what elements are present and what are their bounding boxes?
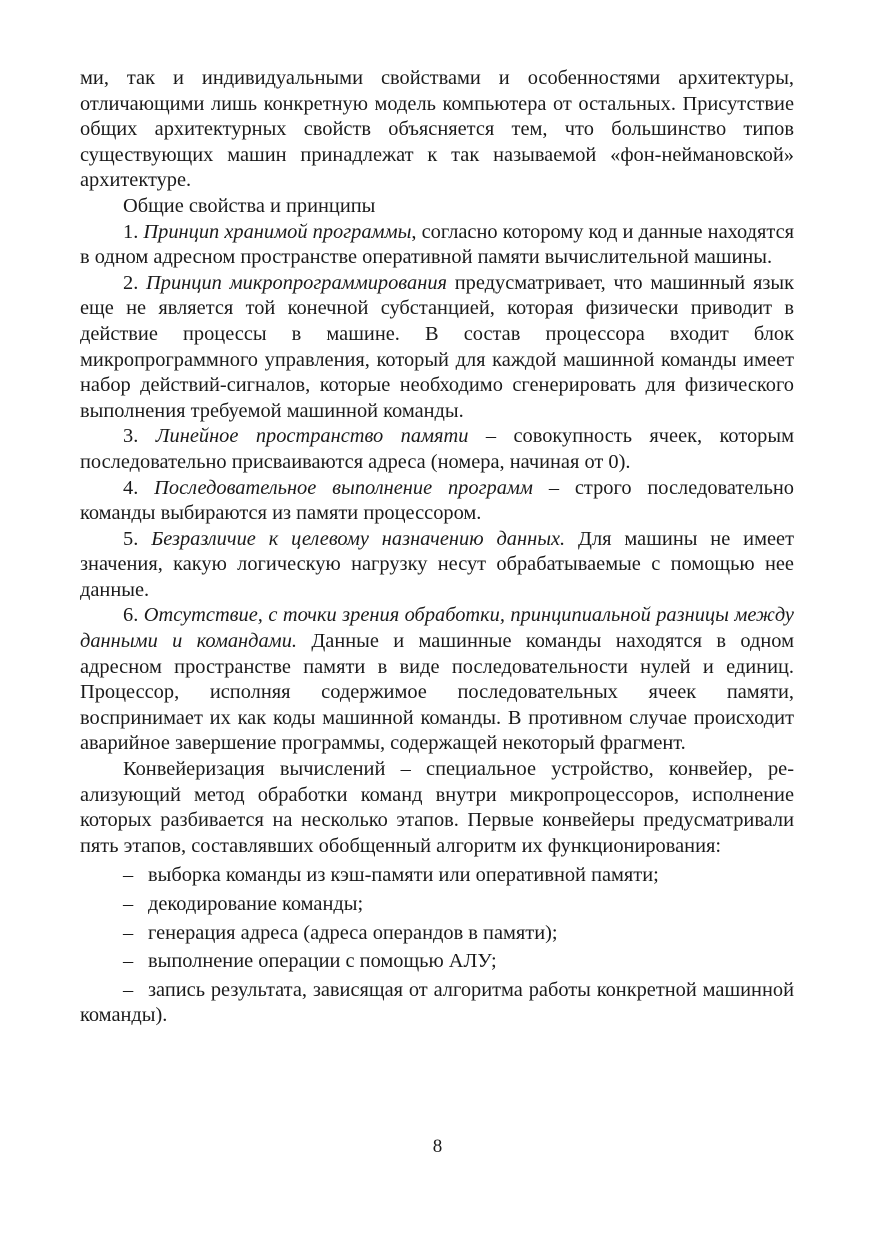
dash-marker: – bbox=[123, 950, 134, 973]
item-number: 4. bbox=[123, 476, 139, 499]
list-item-text: выполнение операции с помощью АЛУ; bbox=[148, 950, 497, 973]
list-item bbox=[80, 978, 794, 1029]
section-heading: Общие свойства и принципы bbox=[123, 194, 376, 217]
principle-item-1 bbox=[80, 220, 794, 271]
item-term: Последовательное выполнение программ bbox=[154, 476, 533, 499]
item-text: Для машины не имеет значения, какую логическую нагрузку несут обрабатываемые с помощью нее данные. bbox=[80, 527, 794, 601]
item-text: – совокупность ячеек, которым последовательно присваиваются адреса (номера, начиная от 0). bbox=[80, 425, 794, 473]
item-term: Принцип хранимой программы bbox=[143, 220, 412, 243]
paragraph-intro: ми, так и индивидуальными свойствами и особенностями архитектуры, отличающими лишь конкретную модель компьютера от остальных. Присутствие общих архитектурных свойств объясняется тем, что большинство типов существующих машин принадлежат к так называемой «фон-неймановской» архитектуре. bbox=[80, 67, 794, 192]
list-item bbox=[80, 921, 794, 947]
item-text: – строго последовательно команды выбираются из памяти процессором. bbox=[80, 476, 794, 525]
list-item bbox=[80, 863, 794, 889]
item-term: Отсутствие, с точки зрения обработки, принципиальной разницы между данными и командами. bbox=[80, 604, 794, 653]
principle-item-6 bbox=[80, 603, 794, 757]
principle-item-2 bbox=[80, 271, 794, 425]
principle-item-4 bbox=[80, 476, 794, 527]
item-number: 3. bbox=[123, 425, 139, 448]
item-term: Линейное пространство памяти bbox=[155, 425, 469, 448]
item-number: 5. bbox=[123, 527, 139, 550]
dash-marker: – bbox=[123, 978, 134, 1001]
dash-marker: – bbox=[123, 864, 134, 887]
list-item bbox=[80, 892, 794, 918]
principle-item-3 bbox=[80, 424, 794, 475]
list-item bbox=[80, 949, 794, 975]
item-number: 1. bbox=[123, 220, 139, 243]
list-item-text: декодирование команды; bbox=[148, 893, 364, 915]
stage-list bbox=[80, 863, 794, 1029]
item-text: предусматривает, что машинный язык еще не является той конечной субстанцией, которая физически приводит в действие процессы в машине. В состав процессора входит блок микропрограммного управления, который для каждой машинной команды имеет набор действий-сигналов, которые необходимо сгенерировать для физического выполнения требуемой машинной команды. bbox=[80, 271, 794, 422]
list-item-text: выборка команды из кэш-памяти или оперативной памяти; bbox=[148, 864, 659, 887]
list-item-text: запись результата, зависящая от алгоритма работы конкретной машинной команды). bbox=[80, 978, 794, 1027]
item-text: Данные и машинные команды находятся в одном адресном пространстве памяти в виде последовательности нулей и единиц. Процессор, исполняя содержимое последовательных ячеек памяти, воспринимает их как коды машинной команды. В противном случае происходит аварийное завершение программы, содержащей некоторый фрагмент. bbox=[80, 630, 794, 755]
dash-marker: – bbox=[123, 921, 134, 944]
paragraph-conveyor: Конвейеризация вычислений – специальное устройство, конвейер, реализующий метод обработки команд внутри микропроцессоров, исполнение которых разбивается на несколько этапов. Первые конвейеры предусматривали пять этапов, составлявших обобщенный алгоритм их функционирования: bbox=[80, 758, 794, 857]
item-term: Принцип микропрограммирования bbox=[146, 271, 447, 294]
dash-marker: – bbox=[123, 893, 134, 915]
item-number: 6. bbox=[123, 604, 139, 627]
page-number: 8 bbox=[432, 1136, 443, 1157]
item-text: , согласно которому код и данные находятся в одном адресном пространстве оперативной памяти вычислительной машины. bbox=[80, 220, 794, 269]
page-body bbox=[80, 66, 794, 1029]
list-item-text: генерация адреса (адреса операндов в памяти); bbox=[148, 921, 558, 944]
item-term: Безразличие к целевому назначению данных. bbox=[151, 527, 566, 550]
item-number: 2. bbox=[123, 271, 139, 294]
principle-item-5 bbox=[80, 527, 794, 604]
